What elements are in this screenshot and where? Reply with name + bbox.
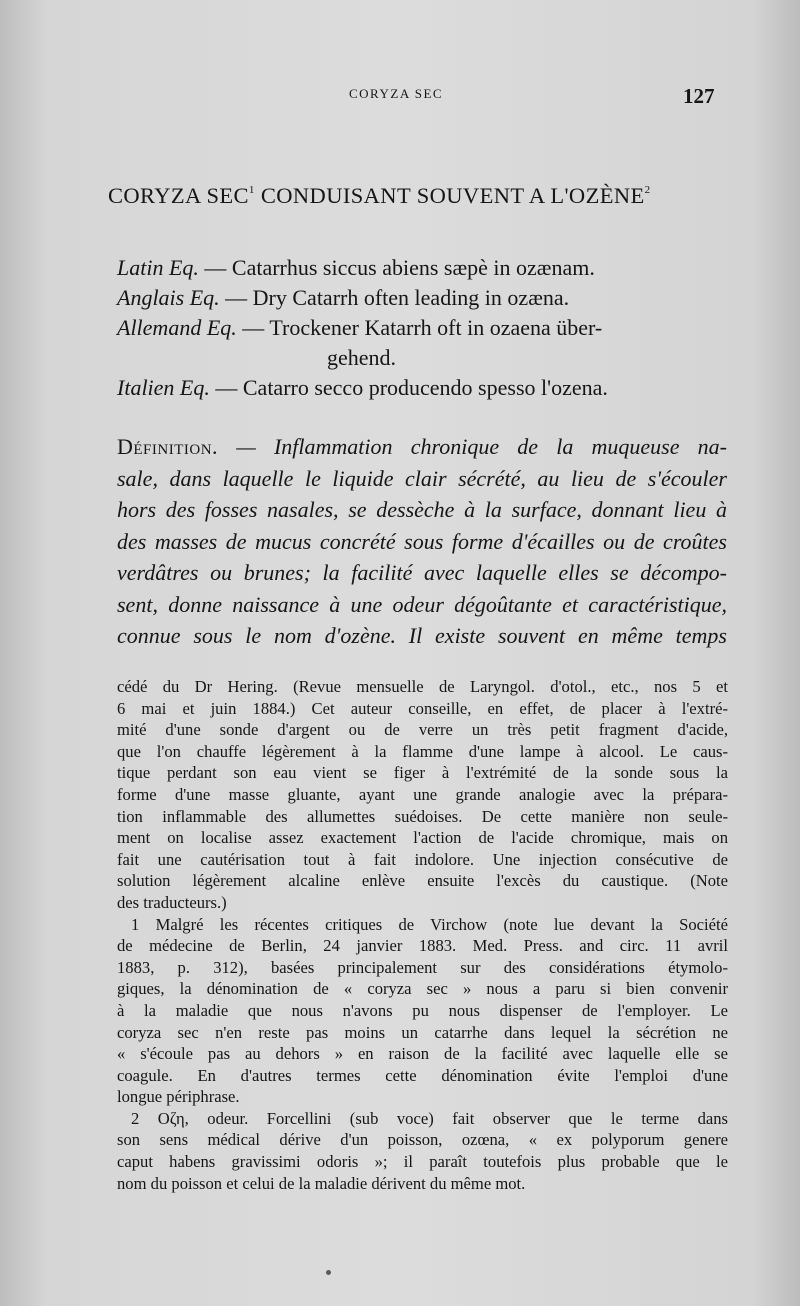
footnote-line: coagule. En d'autres termes cette dénomination évite l'emploi d'une xyxy=(117,1065,728,1085)
footnote-1 xyxy=(117,914,728,1108)
definition-line: des masses de mucus concrété sous forme d'écailles ou de croûtes xyxy=(117,528,727,554)
footnote-line: son sens médical dérive d'un poisson, ozœna, « ex polyporum genere xyxy=(117,1130,728,1150)
footnote-ref-1: 1 xyxy=(248,184,255,196)
chapter-title xyxy=(108,183,728,209)
equivalent-text: — Trockener Katarrh oft in ozaena über- xyxy=(236,315,603,340)
footnote-line: de médecine de Berlin, 24 janvier 1883. Med. Press. and circ. 11 avril xyxy=(117,936,728,956)
equivalent-language: Latin Eq. xyxy=(117,255,199,280)
equivalent-text: — Catarrhus siccus abiens sæpè in ozænam. xyxy=(198,255,595,280)
footnote-line: ment on localise assez exactement l'action de l'acide chromique, mais on xyxy=(117,828,728,848)
footnote-line: à la maladie que nous n'avons pu nous dispenser de l'employer. Le xyxy=(117,1000,728,1020)
footnote-line: nom du poisson et celui de la maladie dérivent du même mot. xyxy=(117,1173,526,1193)
footnote-ref-2: 2 xyxy=(644,184,651,196)
definition-paragraph xyxy=(117,431,727,652)
definition-line: verdâtres ou brunes; la facilité avec laquelle elles se décompo- xyxy=(117,560,727,585)
definition-line: sent, donne naissance à une odeur dégoûtante et caractéristique, xyxy=(117,591,727,617)
footnote-line: fait une cautérisation tout à fait indolore. Une injection consécutive de xyxy=(117,849,728,869)
footnote-line: 1 Malgré les récentes critiques de Virchow (note lue devant la Société xyxy=(131,914,728,934)
footnote-line: forme d'une masse gluante, ayant une grande analogie avec la prépara- xyxy=(117,784,728,804)
equivalent-language: Allemand Eq. xyxy=(117,315,237,340)
equivalent-language: Italien Eq. xyxy=(117,375,210,400)
footnote-line: 1883, p. 312), basées principalement sur des considérations étymolo- xyxy=(117,957,728,977)
equivalent-language: Anglais Eq. xyxy=(117,285,220,310)
equivalent-italian xyxy=(117,373,737,403)
footnotes xyxy=(117,676,728,1194)
equivalent-text: gehend. xyxy=(327,345,397,370)
running-head-title: CORYZA SEC xyxy=(349,86,444,101)
footnote-line: cédé du Dr Hering. (Revue mensuelle de Laryngol. d'otol., etc., nos 5 et xyxy=(117,677,728,696)
footnote-line: des traducteurs.) xyxy=(117,892,227,912)
printer-mark xyxy=(326,1270,331,1275)
footnote-line: coryza sec n'en reste pas moins un catarrhe dans lequel la sécrétion ne xyxy=(117,1022,728,1042)
footnote-line: mité d'une sonde d'argent ou de verre un très petit fragment d'acide, xyxy=(117,720,728,740)
footnote-line: longue périphrase. xyxy=(117,1087,240,1107)
definition-line: hors des fosses nasales, se dessèche à la surface, donnant lieu à xyxy=(117,497,727,522)
definition-text: — Inflammation chronique de la muqueuse na- xyxy=(218,434,727,459)
footnote-line: solution légèrement alcaline enlève ensuite l'excès du caustique. (Note xyxy=(117,871,728,891)
equivalent-text: — Catarro secco producendo spesso l'ozena. xyxy=(209,375,608,400)
definition-lead: Définition. xyxy=(117,434,219,459)
footnote-line: que l'on chauffe légèrement à la flamme d'une lampe à alcool. Le caus- xyxy=(117,741,728,761)
definition-line xyxy=(117,431,727,463)
footnote-2 xyxy=(117,1108,728,1194)
equivalent-text: — Dry Catarrh often leading in ozæna. xyxy=(219,285,570,310)
footnote-line: tion inflammable des allumettes suédoises. De cette manière non seule- xyxy=(117,806,728,826)
footnote-line: tique perdant son eau vient se figer à l'extrémité de la sonde sous la xyxy=(117,763,728,783)
footnote-line: 6 mai et juin 1884.) Cet auteur conseille, en effet, de placer à l'extré- xyxy=(117,698,728,718)
equivalent-english xyxy=(117,283,737,313)
footnote-line: « s'écoule pas au dehors » en raison de la facilité avec laquelle elle se xyxy=(117,1044,728,1064)
footnote-line: caput habens gravissimi odoris »; il paraît toutefois plus probable que le xyxy=(117,1152,728,1172)
footnote-line: giques, la dénomination de « coryza sec » nous a paru si bien convenir xyxy=(117,979,728,999)
chapter-title-part-b: CONDUISANT SOUVENT A L'OZÈNE xyxy=(254,183,645,208)
footnote-continuation xyxy=(117,676,728,914)
language-equivalents xyxy=(117,253,737,403)
page-number: 127 xyxy=(683,84,715,108)
footnote-line: 2 Οζη, odeur. Forcellini (sub voce) fait observer que le terme dans xyxy=(131,1108,728,1128)
equivalent-german xyxy=(117,313,737,343)
definition-line: connue sous le nom d'ozène. Il existe souvent en même temps xyxy=(117,623,727,648)
definition-line: sale, dans laquelle le liquide clair sécrété, au lieu de s'écouler xyxy=(117,465,727,491)
equivalent-german-continued xyxy=(117,343,737,373)
running-head xyxy=(0,84,800,114)
equivalent-latin xyxy=(117,253,737,283)
chapter-title-part-a: CORYZA SEC xyxy=(108,183,249,208)
